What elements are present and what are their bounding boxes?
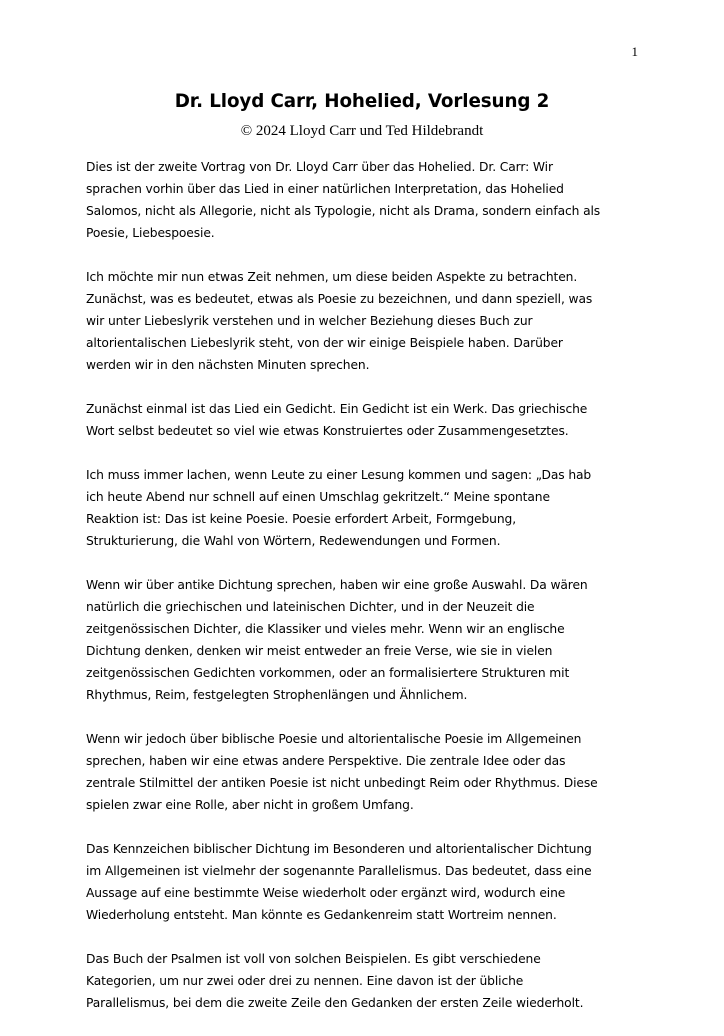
text-line: Zunächst, was es bedeutet, etwas als Poesie zu bezeichnen, und dann speziell, was [86, 292, 593, 306]
text-line: Zunächst einmal ist das Lied ein Gedicht. Ein Gedicht ist ein Werk. Das griechische [86, 402, 588, 416]
text-line: Das Kennzeichen biblischer Dichtung im Besonderen und altorientalischer Dichtung [86, 842, 592, 856]
text-line: natürlich die griechischen und lateinischen Dichter, und in der Neuzeit die [86, 600, 535, 614]
text-line: Parallelismus, bei dem die zweite Zeile den Gedanken der ersten Zeile wiederholt. [86, 996, 584, 1010]
text-line: Wenn wir jedoch über biblische Poesie und altorientalische Poesie im Allgemeinen [86, 732, 582, 746]
text-line: Strukturierung, die Wahl von Wörtern, Redewendungen und Formen. [86, 534, 501, 548]
text-line: sprechen, haben wir eine etwas andere Perspektive. Die zentrale Idee oder das [86, 754, 566, 768]
text-line: zeitgenössischen Dichter, die Klassiker und vieles mehr. Wenn wir an englische [86, 622, 565, 636]
paragraph [86, 574, 646, 706]
text-line: Ich möchte mir nun etwas Zeit nehmen, um diese beiden Aspekte zu betrachten. [86, 270, 578, 284]
paragraph [86, 838, 646, 926]
text-line: Aussage auf eine bestimmte Weise wiederholt oder ergänzt wird, wodurch eine [86, 886, 566, 900]
text-line: altorientalischen Liebeslyrik steht, von der wir einige Beispiele haben. Darüber [86, 336, 563, 350]
text-line: Wort selbst bedeutet so viel wie etwas Konstruiertes oder Zusammengesetztes. [86, 424, 569, 438]
document-body [86, 156, 646, 1036]
text-line: Rhythmus, Reim, festgelegten Strophenlängen und Ähnlichem. [86, 688, 468, 702]
text-line: spielen zwar eine Rolle, aber nicht in großem Umfang. [86, 798, 414, 812]
text-line: wir unter Liebeslyrik verstehen und in welcher Beziehung dieses Buch zur [86, 314, 533, 328]
paragraph [86, 156, 646, 244]
text-line: werden wir in den nächsten Minuten sprechen. [86, 358, 370, 372]
paragraph [86, 398, 646, 442]
paragraph [86, 464, 646, 552]
text-line: Das Buch der Psalmen ist voll von solchen Beispielen. Es gibt verschiedene [86, 952, 541, 966]
text-line: Poesie, Liebespoesie. [86, 226, 215, 240]
text-line: Dies ist der zweite Vortrag von Dr. Lloyd Carr über das Hohelied. Dr. Carr: Wir [86, 160, 553, 174]
page-number: 1 [631, 44, 638, 59]
text-line: im Allgemeinen ist vielmehr der sogenannte Parallelismus. Das bedeutet, dass eine [86, 864, 592, 878]
text-line: Ich muss immer lachen, wenn Leute zu einer Lesung kommen und sagen: „Das hab [86, 468, 592, 482]
text-line: Wenn wir über antike Dichtung sprechen, haben wir eine große Auswahl. Da wären [86, 578, 588, 592]
text-line: Dichtung denken, denken wir meist entweder an freie Verse, wie sie in vielen [86, 644, 553, 658]
paragraph [86, 266, 646, 376]
copyright-line: © 2024 Lloyd Carr und Ted Hildebrandt [240, 123, 484, 139]
text-line: ich heute Abend nur schnell auf einen Umschlag gekritzelt.“ Meine spontane [86, 490, 550, 504]
text-line: zentrale Stilmittel der antiken Poesie ist nicht unbedingt Reim oder Rhythmus. Diese [86, 776, 598, 790]
document-title: Dr. Lloyd Carr, Hohelied, Vorlesung 2 [174, 91, 550, 112]
paragraph [86, 948, 646, 1014]
text-line: Kategorien, um nur zwei oder drei zu nennen. Eine davon ist der übliche [86, 974, 524, 988]
text-line: Salomos, nicht als Allegorie, nicht als Typologie, nicht als Drama, sondern einfach als [86, 204, 601, 218]
text-line: zeitgenössischen Gedichten vorkommen, oder an formalisiertere Strukturen mit [86, 666, 570, 680]
text-line: Reaktion ist: Das ist keine Poesie. Poesie erfordert Arbeit, Formgebung, [86, 512, 516, 526]
paragraph [86, 728, 646, 816]
text-line: sprachen vorhin über das Lied in einer natürlichen Interpretation, das Hohelied [86, 182, 564, 196]
text-line: Wiederholung entsteht. Man könnte es Gedankenreim statt Wortreim nennen. [86, 908, 557, 922]
